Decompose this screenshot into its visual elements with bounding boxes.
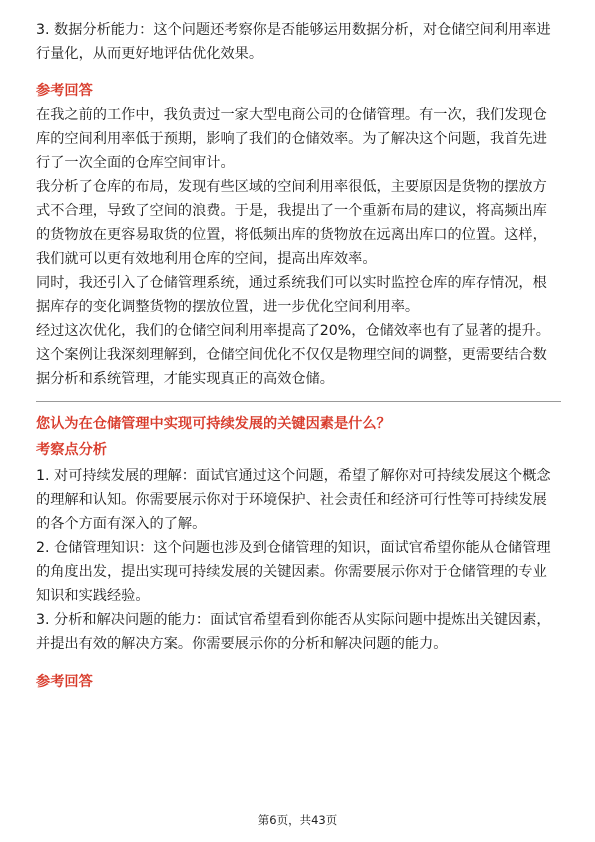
text-line: 我分析了仓库的布局，发现有些区域的空间利用率很低，主要原因是货物的摆放方 [36, 179, 547, 195]
page-number: 第6页，共43页 [257, 813, 338, 827]
text-line: 同时，我还引入了仓储管理系统，通过系统我们可以实时监控仓库的库存情况，根 [36, 275, 547, 291]
analysis-heading: 考察点分析 [36, 442, 107, 458]
reference-answer-heading: 参考回答 [36, 674, 93, 690]
text-line: 行量化，从而更好地评估优化效果。 [36, 46, 264, 62]
answer-paragraph-3 [36, 271, 561, 319]
text-line: 知识和实践经验。 [36, 588, 150, 604]
text-line: 经过这次优化，我们的仓储空间利用率提高了20%，仓储效率也有了显著的提升。 [36, 323, 550, 339]
text-line: 库的空间利用率低于预期，影响了我们的仓储效率。为了解决这个问题，我首先进 [36, 131, 547, 147]
text-line: 2. 仓储管理知识：这个问题也涉及到仓储管理的知识，面试官希望你能从仓储管理 [36, 540, 551, 556]
text-line: 的理解和认知。你需要展示你对于环境保护、社会责任和经济可行性等可持续发展 [36, 492, 547, 508]
text-line: 的货物放在更容易取货的位置，将低频出库的货物放在远离出库口的位置。这样， [36, 227, 547, 243]
section-divider [36, 401, 561, 402]
text-line: 的角度出发，提出实现可持续发展的关键因素。你需要展示你对于仓储管理的专业 [36, 564, 547, 580]
analysis-item-3b [36, 608, 561, 656]
text-line: 3. 分析和解决问题的能力：面试官希望看到你能否从实际问题中提炼出关键因素， [36, 612, 551, 628]
text-line: 的各个方面有深入的了解。 [36, 516, 207, 532]
question-title: 您认为在仓储管理中实现可持续发展的关键因素是什么？ [36, 416, 391, 432]
analysis-item-1 [36, 464, 561, 536]
text-line: 这个案例让我深刻理解到，仓储空间优化不仅仅是物理空间的调整，更需要结合数 [36, 347, 547, 363]
analysis-item-2 [36, 536, 561, 608]
answer-paragraph-4 [36, 319, 561, 391]
text-line: 在我之前的工作中，我负责过一家大型电商公司的仓储管理。有一次，我们发现仓 [36, 107, 547, 123]
text-line: 1. 对可持续发展的理解：面试官通过这个问题，希望了解你对可持续发展这个概念 [36, 468, 551, 484]
reference-answer-heading: 参考回答 [36, 83, 93, 99]
text-line: 我们就可以更有效地利用仓库的空间，提高出库效率。 [36, 251, 377, 267]
analysis-item-3 [36, 18, 561, 66]
text-line: 行了一次全面的仓库空间审计。 [36, 155, 235, 171]
answer-paragraph-2 [36, 175, 561, 271]
text-line: 式不合理，导致了空间的浪费。于是，我提出了一个重新布局的建议，将高频出库 [36, 203, 547, 219]
text-line: 据分析和系统管理，才能实现真正的高效仓储。 [36, 371, 334, 387]
answer-paragraph-1 [36, 103, 561, 175]
page-content [36, 18, 561, 694]
text-line: 据库存的变化调整货物的摆放位置，进一步优化空间利用率。 [36, 299, 420, 315]
text-line: 3. 数据分析能力：这个问题还考察你是否能够运用数据分析，对仓储空间利用率进 [36, 22, 551, 38]
text-line: 并提出有效的解决方案。你需要展示你的分析和解决问题的能力。 [36, 636, 448, 652]
